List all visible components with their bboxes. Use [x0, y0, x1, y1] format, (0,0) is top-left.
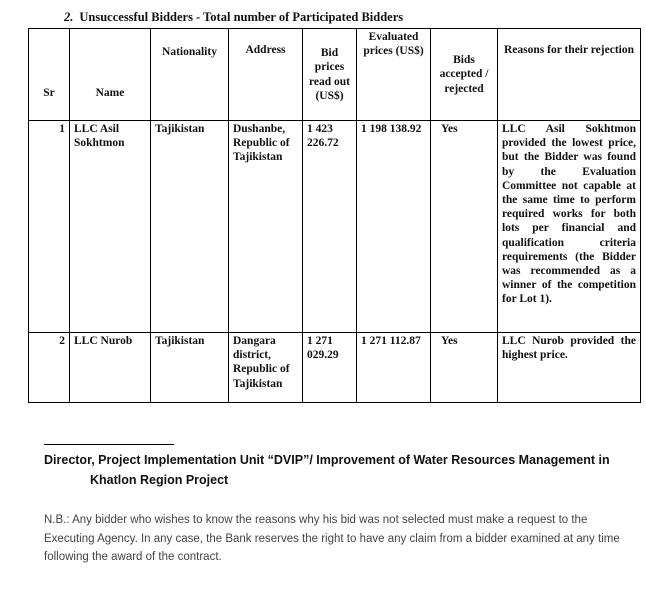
row-bid-price: 1 271 029.29: [303, 333, 357, 403]
table-header-row: [29, 29, 641, 121]
row-accepted: Yes: [431, 121, 498, 333]
header-sr: Sr: [29, 29, 70, 121]
header-bids-accepted: Bids accepted / rejected: [431, 29, 498, 121]
header-evaluated-prices: Evaluated prices (US$): [357, 29, 431, 121]
header-bid-prices: Bid prices read out (US$): [303, 29, 357, 121]
section-title: Unsuccessful Bidders - Total number of Participated Bidders: [79, 10, 404, 24]
row-name: LLC Asil Sokhtmon: [70, 121, 151, 333]
table-row: [29, 121, 641, 333]
row-name: LLC Nurob: [70, 333, 151, 403]
row-address: Dangara district, Republic of Tajikistan: [229, 333, 303, 403]
row-evaluated-price: 1 271 112.87: [357, 333, 431, 403]
director-signature-block: [44, 450, 624, 490]
section-number: 2.: [64, 10, 74, 24]
row-bid-price: 1 423 226.72: [303, 121, 357, 333]
header-address: Address: [229, 29, 303, 121]
unsuccessful-bidders-table: [28, 28, 641, 403]
header-name: Name: [70, 29, 151, 121]
header-nationality: Nationality: [151, 29, 229, 121]
row-reason: LLC Asil Sokhtmon provided the lowest price, but the Bidder was found by the Evaluation Committee not capable at the same time to perform required works for both lots per financial and qualification criteria requirements (the Bidder was recommended as a winner of the competition for Lot 1).: [498, 121, 641, 333]
row-sr: 2: [29, 333, 70, 403]
header-reasons: Reasons for their rejection: [498, 29, 641, 121]
nb-note: N.B.: Any bidder who wishes to know the reasons why his bid was not selected must make a request to the Executing Agency. In any case, the Bank reserves the right to have any claim from a bidder examined at any time following the award of the contract.: [44, 514, 620, 563]
row-sr: 1: [29, 121, 70, 333]
row-nationality: Tajikistan: [151, 333, 229, 403]
signature-line: [44, 444, 174, 445]
row-address: Dushanbe, Republic of Tajikistan: [229, 121, 303, 333]
row-evaluated-price: 1 198 138.92: [357, 121, 431, 333]
row-nationality: Tajikistan: [151, 121, 229, 333]
table-row: [29, 333, 641, 403]
row-accepted: Yes: [431, 333, 498, 403]
section-heading: [64, 10, 403, 25]
director-title-line2: Khatlon Region Project: [90, 473, 229, 487]
row-reason: LLC Nurob provided the highest price.: [498, 333, 641, 403]
director-title-line1: Director, Project Implementation Unit “DVIP”/ Improvement of Water Resources Management in: [44, 453, 610, 467]
